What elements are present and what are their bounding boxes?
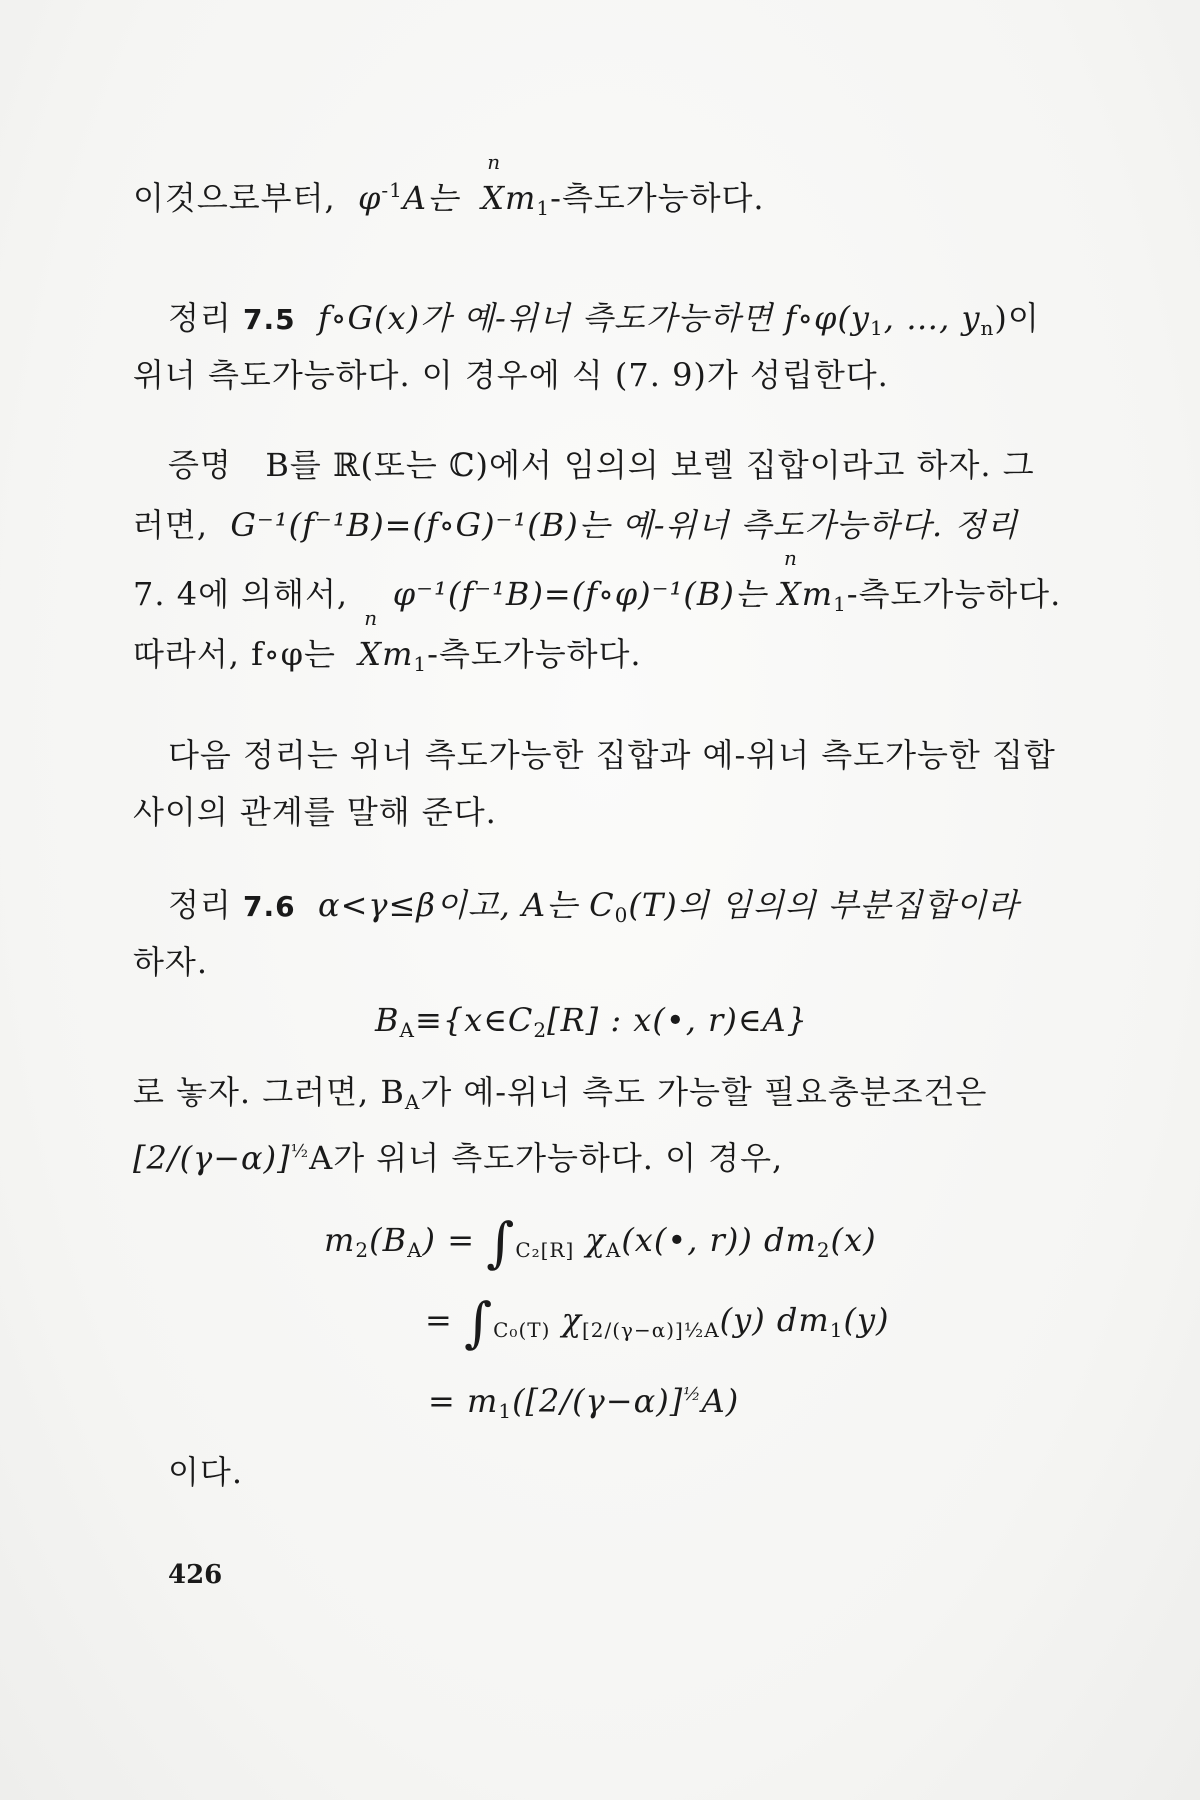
math: α<γ≤β이고, A는 C (317, 886, 615, 924)
text: 다음 정리는 위너 측도가능한 집합과 예-위너 측도가능한 집합 (168, 736, 1056, 774)
text: 가 예-위너 측도 가능할 필요충분조건은 (420, 1073, 988, 1111)
math: [2/(γ−α)] (133, 1139, 291, 1177)
theorem-number: 7.6 (243, 890, 296, 923)
theorem-7-6-line2 (133, 942, 208, 982)
equation-1: $m_2(B_A) = \int_{C_2[R]}$ $\chi_A(x(•$, r)) $dm_2(x)$ (324, 1211, 877, 1274)
math: (x) (830, 1221, 877, 1259)
proof-line-2 (133, 505, 1018, 545)
proof-line-1 (168, 445, 1035, 485)
text: 이다. (168, 1453, 243, 1491)
theorem-7-5-line2 (133, 355, 889, 395)
math: ([2/(γ−α)] (512, 1382, 684, 1420)
product-symbol: n Xm (358, 606, 414, 673)
proof-line-3: 7. 4에 의해서, φ⁻¹(f⁻¹B)=(f∘φ)⁻¹(B)는 n $Xm_1-$측도가능하다. (133, 546, 1062, 616)
math: $\varphi^{-1}A$는 (346, 178, 471, 217)
math: (T)의 임의의 부분집합이라 (628, 886, 1020, 924)
math: f∘G(x)가 예-위너 측도가능하면 f∘φ(y (317, 299, 871, 337)
line-10: $[2/(\gamma-\alpha)]^{\frac{1}{2}}A$가 위너 측도가능하다. 이 경우, (133, 1139, 784, 1177)
text: -측도가능하다. (846, 575, 1062, 613)
math: G⁻¹(f⁻¹B)=(f∘G)⁻¹(B)는 예-위너 측도가능하다. 정리 (230, 506, 1019, 544)
math: A) (701, 1382, 740, 1420)
equation-2: = $\int_{C_0(T)}$ $\chi_{[2/(\gamma-\alpha)]\frac{1}{2}A}(y)$ $dm_1(y)$ (425, 1291, 890, 1354)
text: 로 놓자. 그러면, B (133, 1073, 405, 1111)
math: , …, y (883, 299, 981, 337)
definition-BA: $B_A\equiv\{x\in C_2[R]$ : x(•, r)∈A} (375, 1001, 808, 1042)
product-symbol: n Xm (777, 546, 834, 613)
math: (y) dm (719, 1301, 830, 1339)
text: 위너 측도가능하다. 이 경우에 식 (7. 9)가 성립한다. (133, 356, 889, 394)
math: [R] : x(•, r)∈A} (547, 1001, 808, 1039)
text: 사이의 관계를 말해 준다. (133, 793, 497, 831)
text: -측도가능하다. (427, 635, 642, 673)
equation-3: = $m_1([2/(\gamma-\alpha)]^{\frac{1}{2}}A)$ (428, 1382, 740, 1423)
line-9: 로 놓자. 그러면, $B_A$가 예-위너 측도 가능할 필요충분조건은 (133, 1073, 988, 1114)
math: (y) (843, 1301, 890, 1339)
theorem-number: 7.5 (243, 303, 296, 336)
text: 7. 4에 의해서, (133, 575, 349, 613)
page-number: 426 (168, 1560, 223, 1590)
text: B를 ℝ(또는 ℂ)에서 임의의 보렐 집합이라고 하자. 그 (265, 446, 1035, 484)
text: 이것으로부터, (133, 179, 336, 217)
product-symbol: n Xm (481, 150, 537, 217)
math: φ⁻¹(f⁻¹B)=(f∘φ)⁻¹(B)는 (392, 575, 767, 613)
text: 따라서, f∘φ는 (133, 635, 336, 673)
text: -측도가능하다. (550, 179, 765, 217)
theorem-label: 정리 (168, 886, 232, 924)
math: (B (369, 1221, 408, 1259)
text: )이 (994, 299, 1040, 337)
text: A가 위너 측도가능하다. 이 경우, (309, 1139, 784, 1177)
paragraph-line-1 (168, 735, 1056, 775)
proof-label: 증명 (168, 446, 232, 484)
theorem-label: 정리 (168, 299, 232, 337)
text: 하자. (133, 943, 208, 981)
text: 러면, (133, 506, 208, 544)
theorem-7-5: 정리 7.5 f∘G(x)가 예-위너 측도가능하면 $f\circ\varphi(y_1$, …, $y_n$)이 (168, 299, 1040, 340)
math: (x(•, r)) dm (621, 1221, 817, 1259)
math: ≡{x∈C (414, 1001, 534, 1039)
line-1: 이것으로부터, $\varphi^{-1}A$는 n $Xm_1-$측도가능하다. (133, 150, 765, 220)
proof-line-4: 따라서, f∘φ는 n $Xm_1-$측도가능하다. (133, 606, 642, 676)
closing-line (168, 1452, 243, 1492)
theorem-7-6: 정리 7.6 α<γ≤β이고, A는 $C_0(T)$의 임의의 부분집합이라 (168, 886, 1020, 927)
paragraph-line-2 (133, 792, 497, 832)
